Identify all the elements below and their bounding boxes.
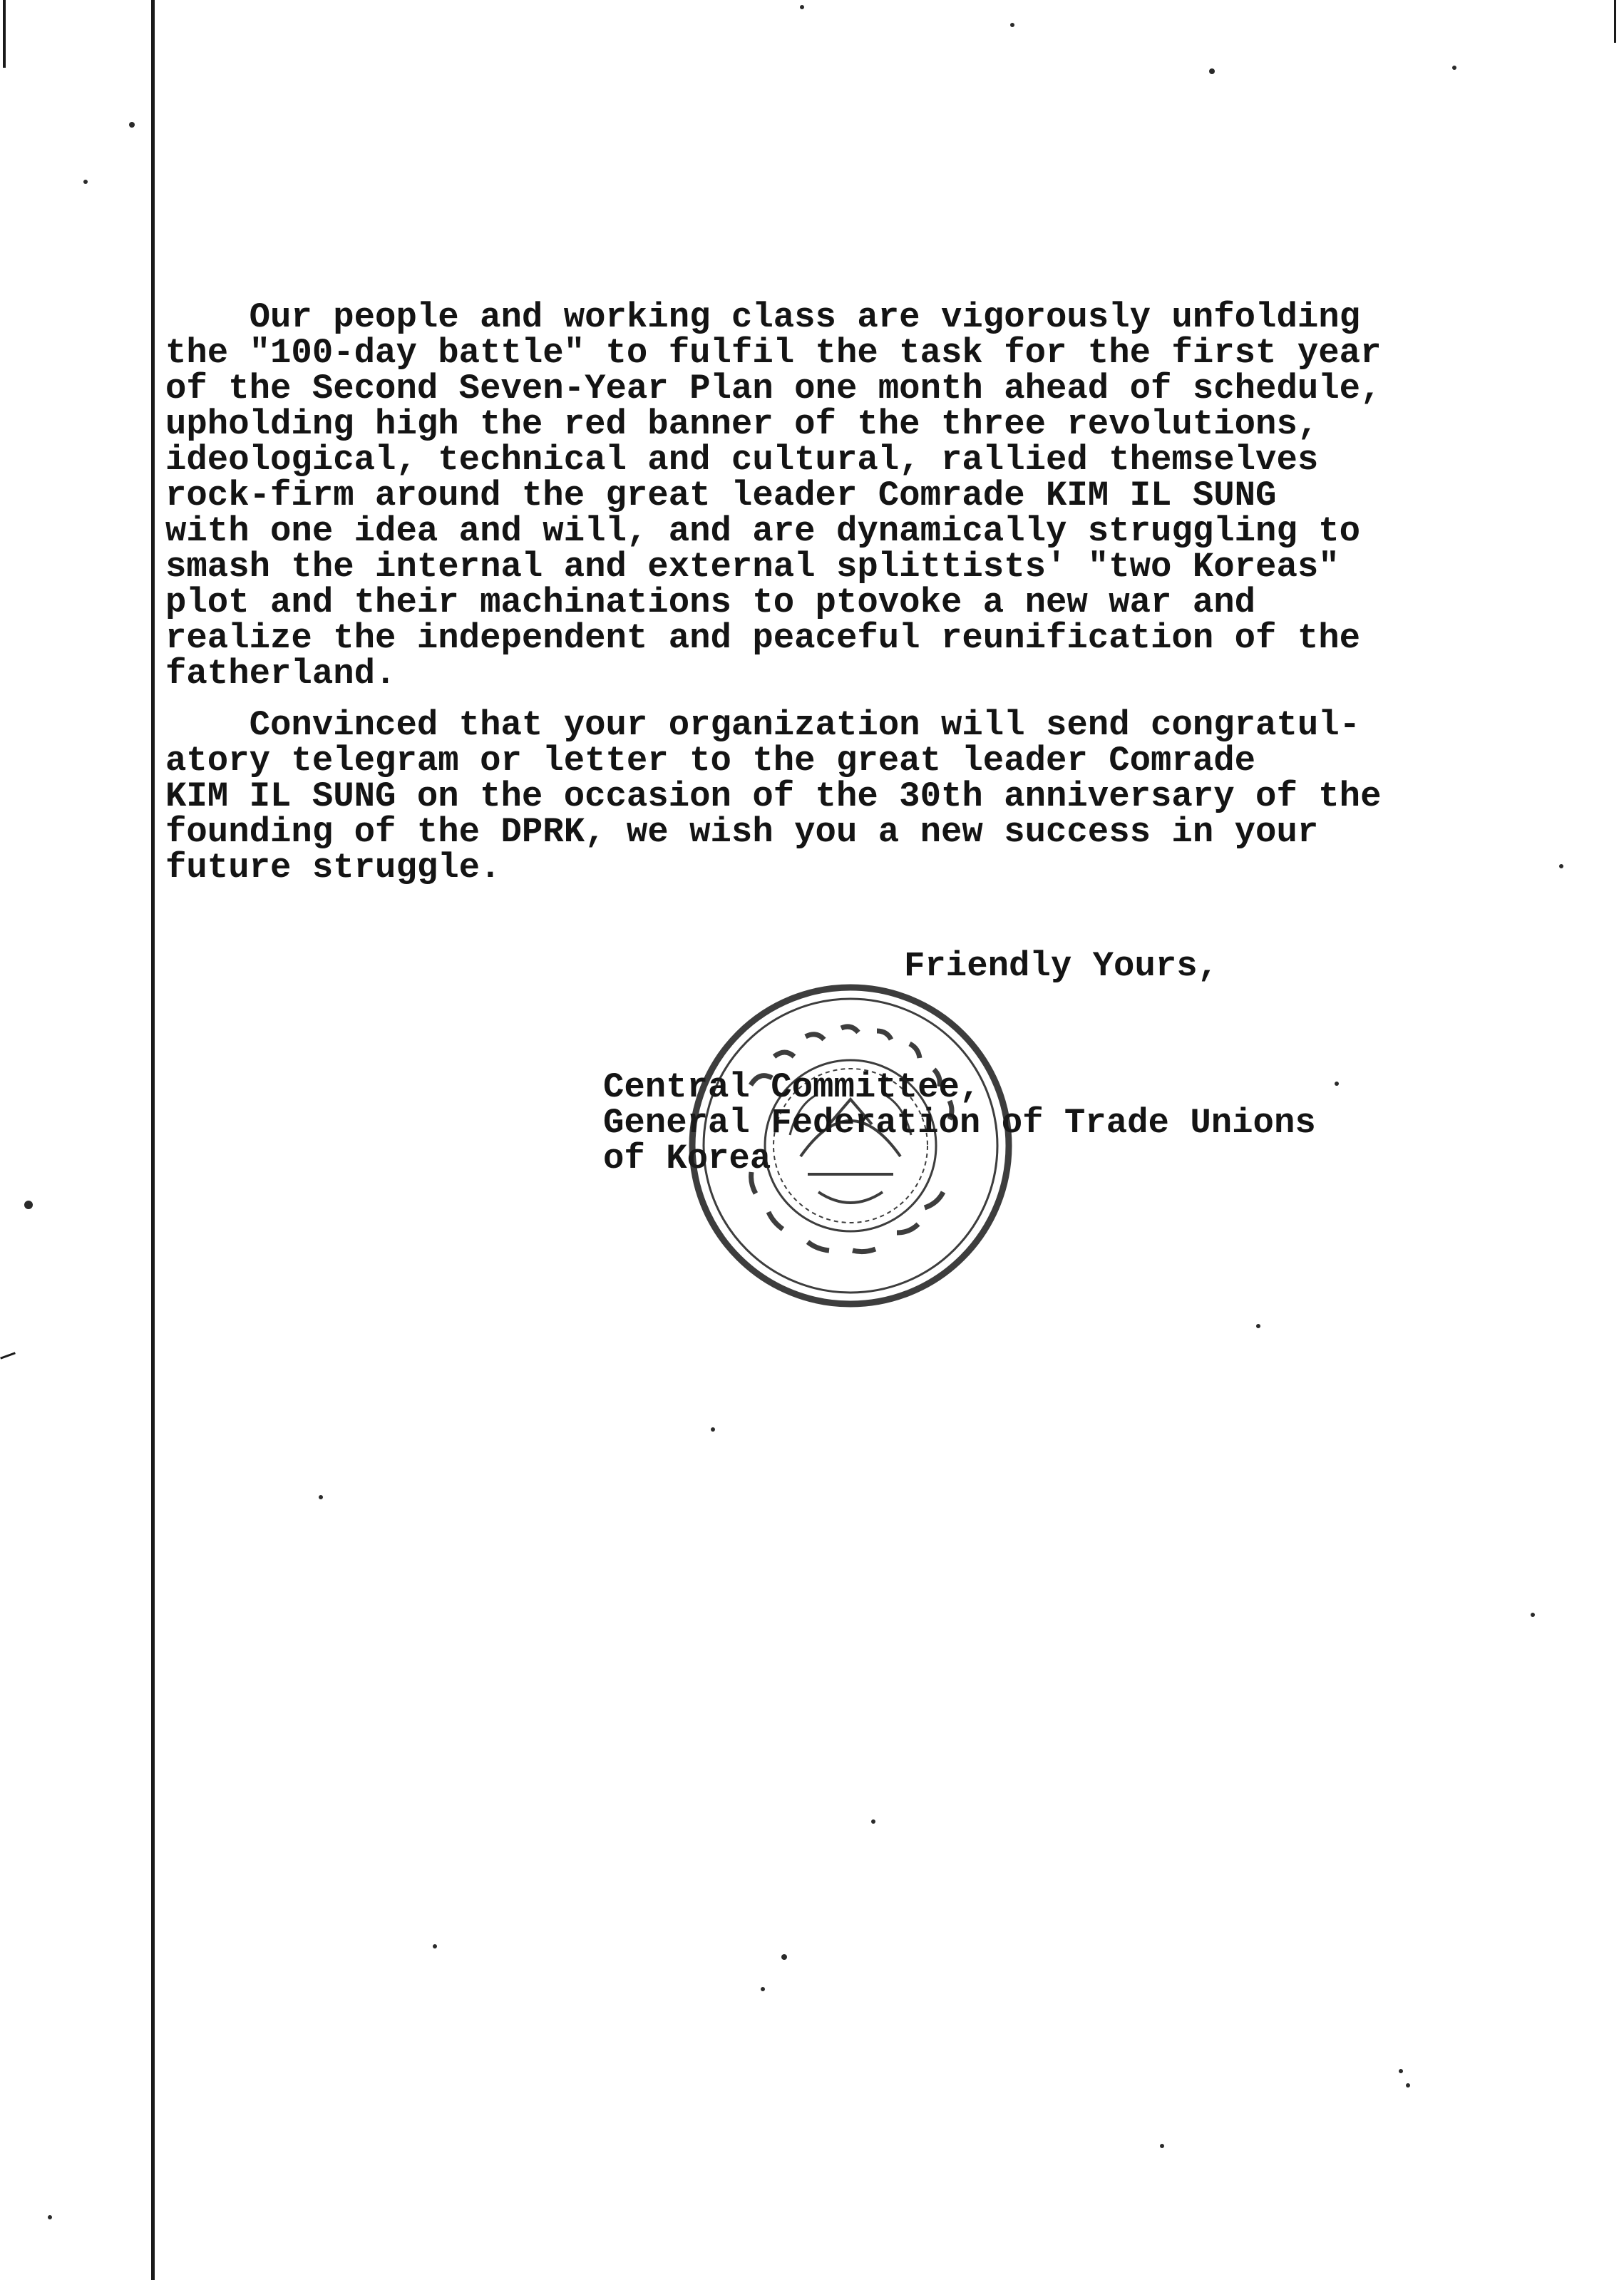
- edge-mark: [1614, 0, 1616, 43]
- signature-line: Central Committee,: [603, 1067, 981, 1107]
- signature-line: of Korea: [603, 1139, 771, 1178]
- letter-body: [165, 297, 1449, 888]
- text-line: upholding high the red banner of the three revolutions,: [165, 404, 1319, 444]
- text-line: Convinced that your organization will send congratul-: [165, 705, 1361, 745]
- text-line: fatherland.: [165, 654, 396, 694]
- text-line: Our people and working class are vigorously unfolding: [165, 297, 1361, 337]
- text-line: the "100-day battle" to fulfil the task for the first year: [165, 333, 1382, 373]
- text-line: realize the independent and peaceful reunification of the: [165, 618, 1361, 658]
- text-line: atory telegram or letter to the great leader Comrade: [165, 741, 1256, 781]
- edge-mark: [3, 0, 6, 68]
- paragraph-2: [165, 705, 1449, 888]
- text-line: smash the internal and external splittists' "two Koreas": [165, 547, 1340, 587]
- text-line: founding of the DPRK, we wish you a new success in your: [165, 812, 1319, 852]
- signature-line: General Federation of Trade Unions: [603, 1103, 1316, 1143]
- text-line: KIM IL SUNG on the occasion of the 30th anniversary of the: [165, 776, 1382, 816]
- left-margin-rule: [151, 0, 155, 2280]
- text-line: rock-firm around the great leader Comrade KIM IL SUNG: [165, 476, 1277, 515]
- paragraph-1: [165, 299, 1449, 692]
- text-line: ideological, technical and cultural, rallied themselves: [165, 440, 1319, 480]
- text-line: with one idea and will, and are dynamically struggling to: [165, 511, 1361, 551]
- text-line: future struggle.: [165, 848, 501, 888]
- edge-mark: [0, 1352, 16, 1359]
- text-line: plot and their machinations to ptovoke a new war and: [165, 582, 1256, 622]
- text-line: of the Second Seven-Year Plan one month ahead of schedule,: [165, 369, 1382, 409]
- closing-salutation: Friendly Yours,: [904, 946, 1219, 986]
- official-seal-stamp: [683, 978, 1018, 1313]
